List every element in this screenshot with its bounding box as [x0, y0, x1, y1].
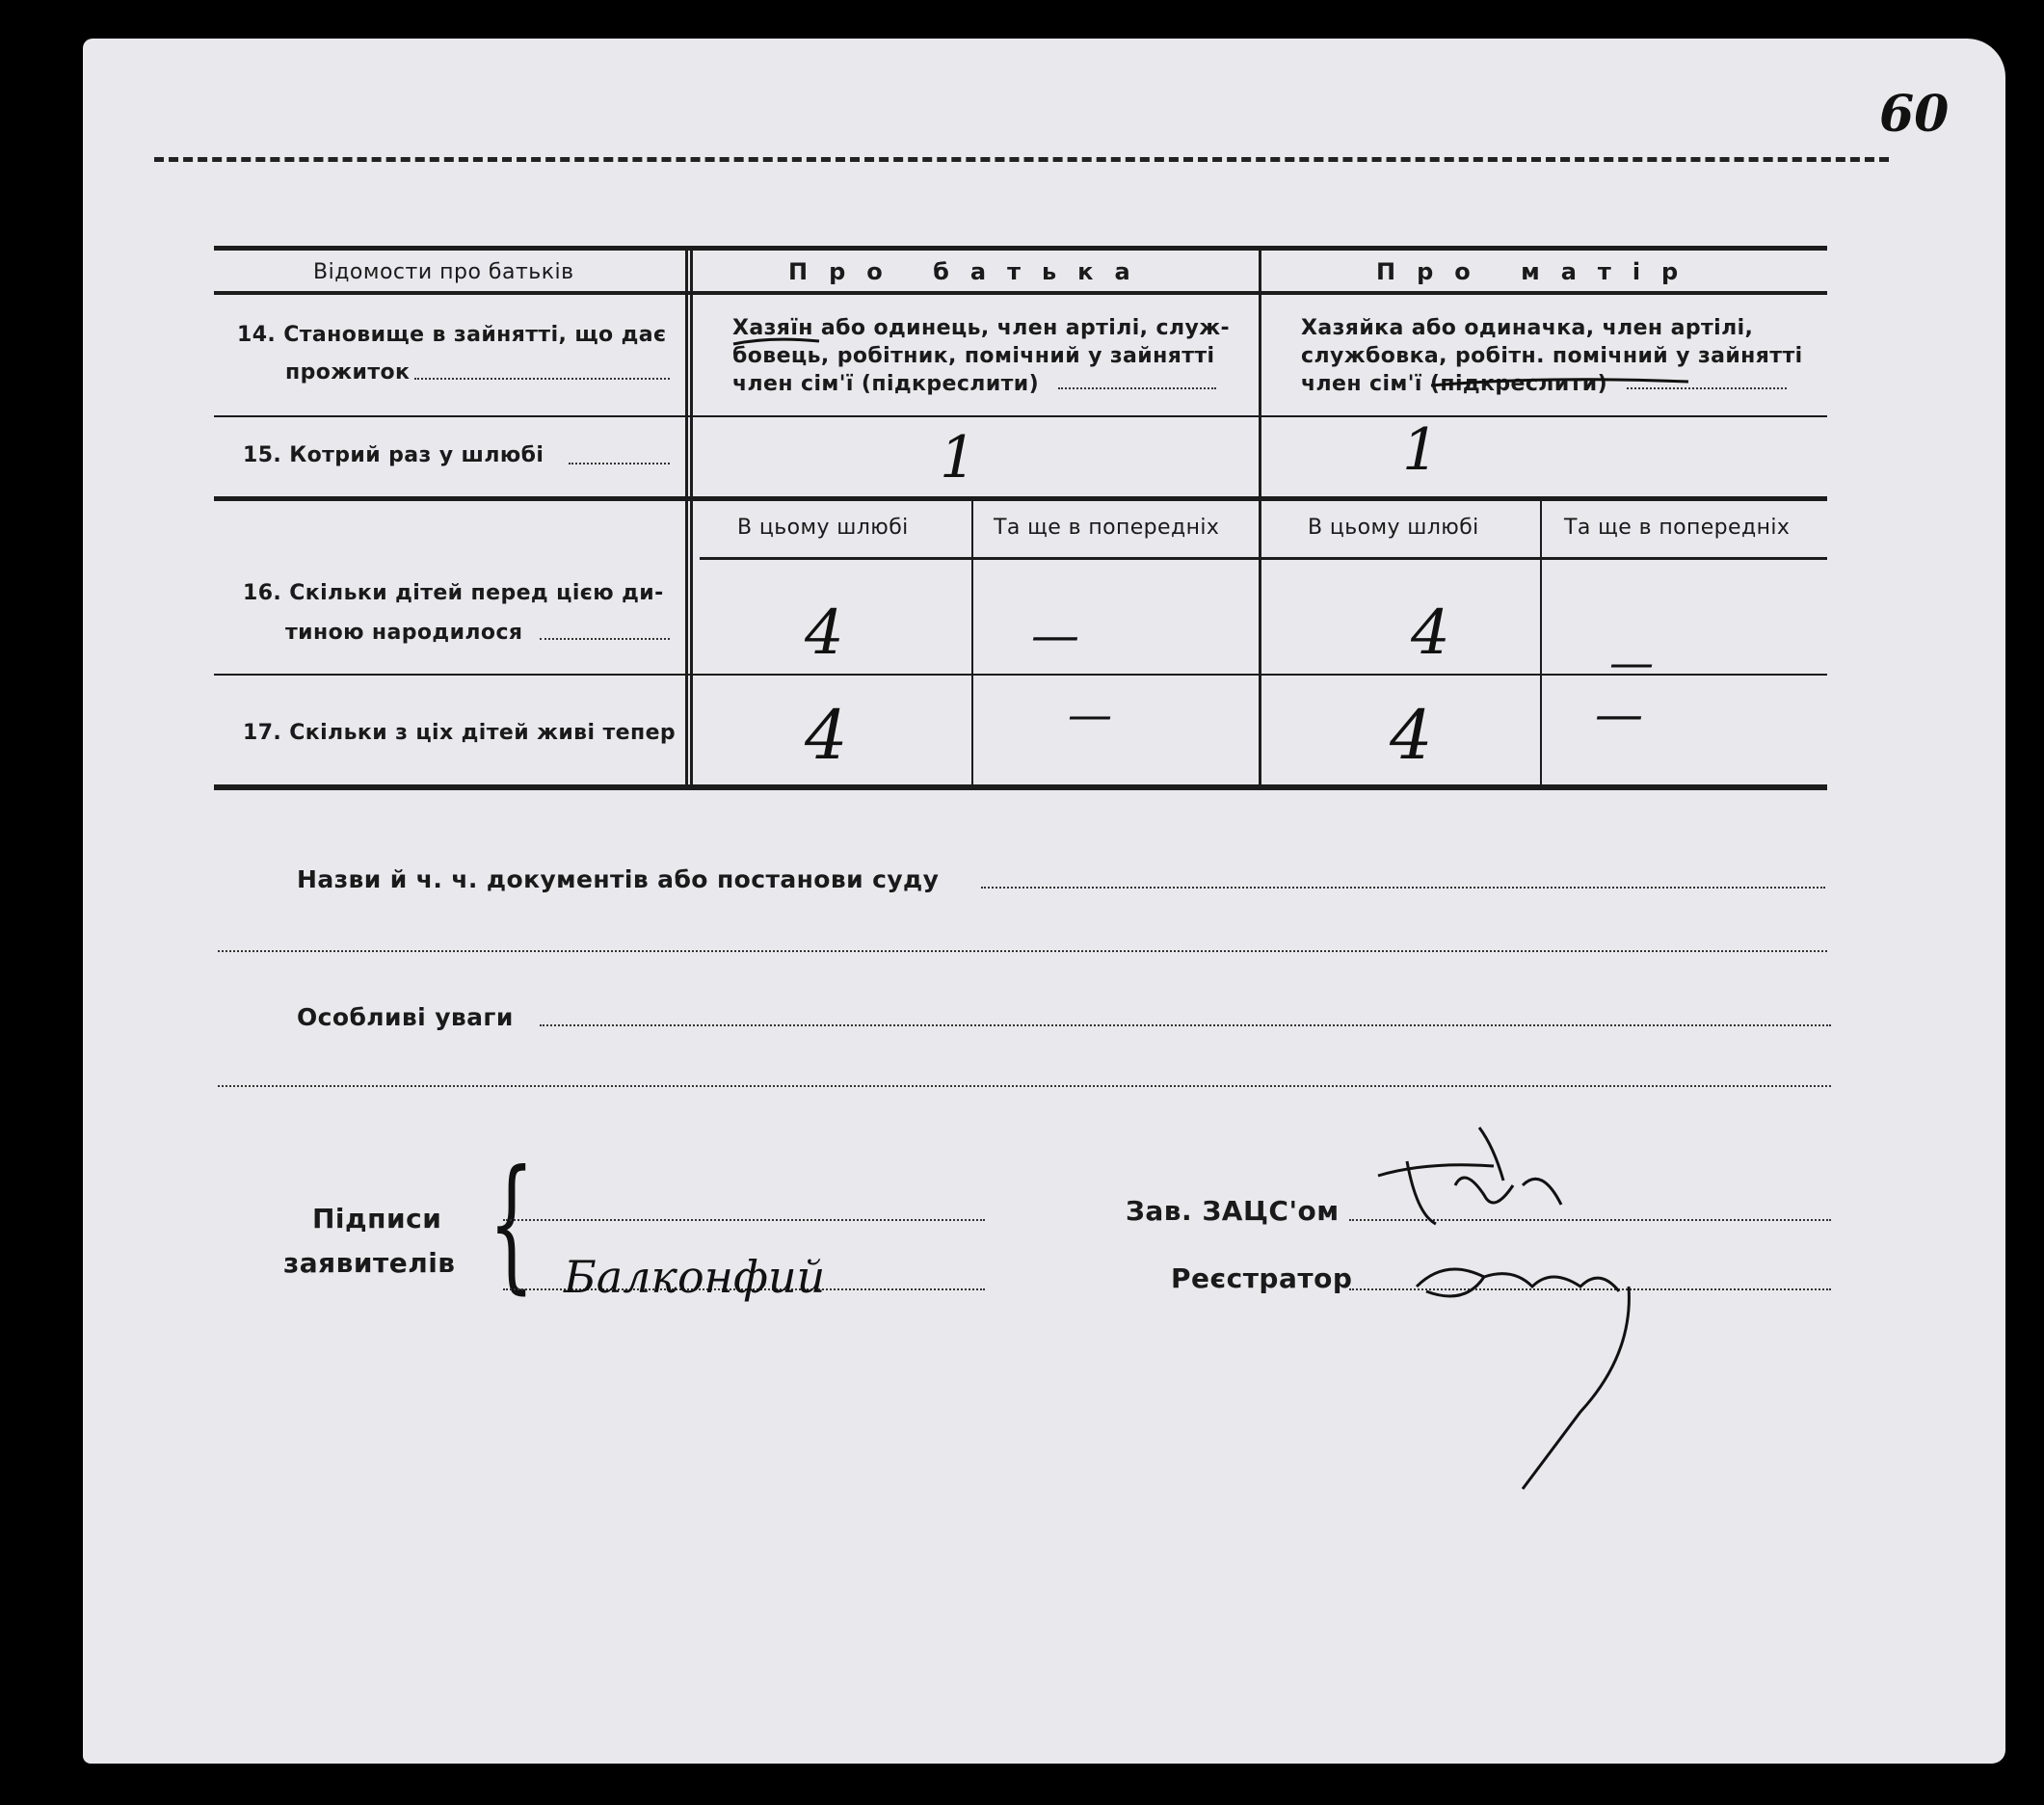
row14-mother-line1: Хазяйка або одиначка, член артілі, — [1301, 316, 1754, 340]
row15-father-value: 1 — [940, 424, 977, 491]
document-page — [83, 39, 2005, 1764]
row16-father-this: 4 — [805, 597, 844, 669]
row17-father-this: 4 — [805, 696, 848, 775]
row14-label-line1: 14. Становище в зайнятті, що дає — [237, 323, 667, 347]
row16-leader — [540, 638, 670, 640]
remarks-line-2 — [218, 1085, 1831, 1087]
documents-line-2 — [218, 950, 1827, 952]
subheader-father-this-marriage: В цьому шлюбі — [737, 516, 909, 540]
registrar-signature-scribble — [1407, 1248, 1658, 1499]
row14-father-line2: бовець, робітник, помічний у зайнятті — [732, 344, 1215, 368]
applicant-signature-line-1 — [503, 1219, 985, 1221]
header-father: Про батька — [788, 258, 1152, 285]
subheader-mother-this-marriage: В цьому шлюбі — [1308, 516, 1479, 540]
row14-mother-line2: службовка, робітн. помічний у зайнятті — [1301, 344, 1803, 368]
row15-leader — [569, 463, 670, 465]
applicants-label-line1: Підписи — [312, 1203, 442, 1234]
head-signature-scribble — [1349, 1108, 1600, 1253]
row17-mother-this: 4 — [1390, 696, 1433, 775]
row14-father-line3: член сім'ї (підкреслити) — [732, 372, 1040, 396]
row-divider-thick — [214, 496, 1827, 501]
col-divider — [971, 501, 973, 786]
table-top-rule — [214, 246, 1827, 251]
col-divider — [1540, 501, 1542, 786]
subheader-rule — [700, 557, 1827, 560]
row16-father-previous: — — [1031, 607, 1079, 663]
row16-mother-this: 4 — [1411, 597, 1450, 669]
row14-father-line1: Хазяїн або одинець, член артілі, служ- — [732, 316, 1231, 340]
registrar-label: Реєстратор — [1171, 1262, 1353, 1294]
subheader-mother-previous: Та ще в попередніх — [1564, 516, 1791, 540]
applicants-label-line2: заявителів — [283, 1247, 456, 1279]
row14-father-dots — [1058, 387, 1216, 389]
row16-label-line1: 16. Скільки дітей перед цією ди- — [243, 581, 664, 605]
row14-mother-underline — [1426, 366, 1696, 395]
remarks-line — [540, 1024, 1831, 1026]
row17-father-previous: — — [1068, 688, 1112, 740]
col-divider — [1259, 249, 1261, 786]
header-parents-info: Відомости про батьків — [313, 260, 574, 284]
row16-label-line2: тиною народилося — [285, 621, 523, 645]
row-divider — [214, 415, 1827, 417]
row17-mother-previous: — — [1595, 686, 1643, 742]
applicants-brace: { — [488, 1140, 535, 1308]
documents-label: Назви й ч. ч. документів або постанови суду — [297, 865, 940, 893]
applicant-signature: Балконфий — [564, 1251, 826, 1303]
row14-father-underline — [728, 328, 843, 366]
head-of-registry-label: Зав. ЗАЦС'ом — [1126, 1195, 1340, 1227]
table-bottom-rule — [214, 784, 1827, 790]
row17-label: 17. Скільки з ціх дітей живі тепер — [243, 721, 677, 745]
remarks-label: Особливі уваги — [297, 1003, 514, 1031]
col-divider — [685, 249, 688, 786]
subheader-father-previous: Та ще в попередніх — [994, 516, 1220, 540]
page-number: 60 — [1879, 85, 1950, 144]
row-divider — [214, 674, 1827, 676]
col-divider — [690, 249, 693, 786]
header-mother: Про матір — [1376, 258, 1700, 285]
row14-label-line2: прожиток — [285, 360, 411, 385]
row16-mother-previous: — — [1609, 636, 1654, 688]
documents-line — [981, 887, 1825, 889]
row14-leader — [414, 378, 670, 380]
table-header-rule — [214, 291, 1827, 295]
row14-mother-line3: член сім'ї (підкреслити) — [1301, 372, 1608, 396]
perforation-line — [154, 157, 1889, 162]
row15-mother-value: 1 — [1402, 416, 1440, 484]
row15-label: 15. Котрий раз у шлюбі — [243, 443, 544, 467]
